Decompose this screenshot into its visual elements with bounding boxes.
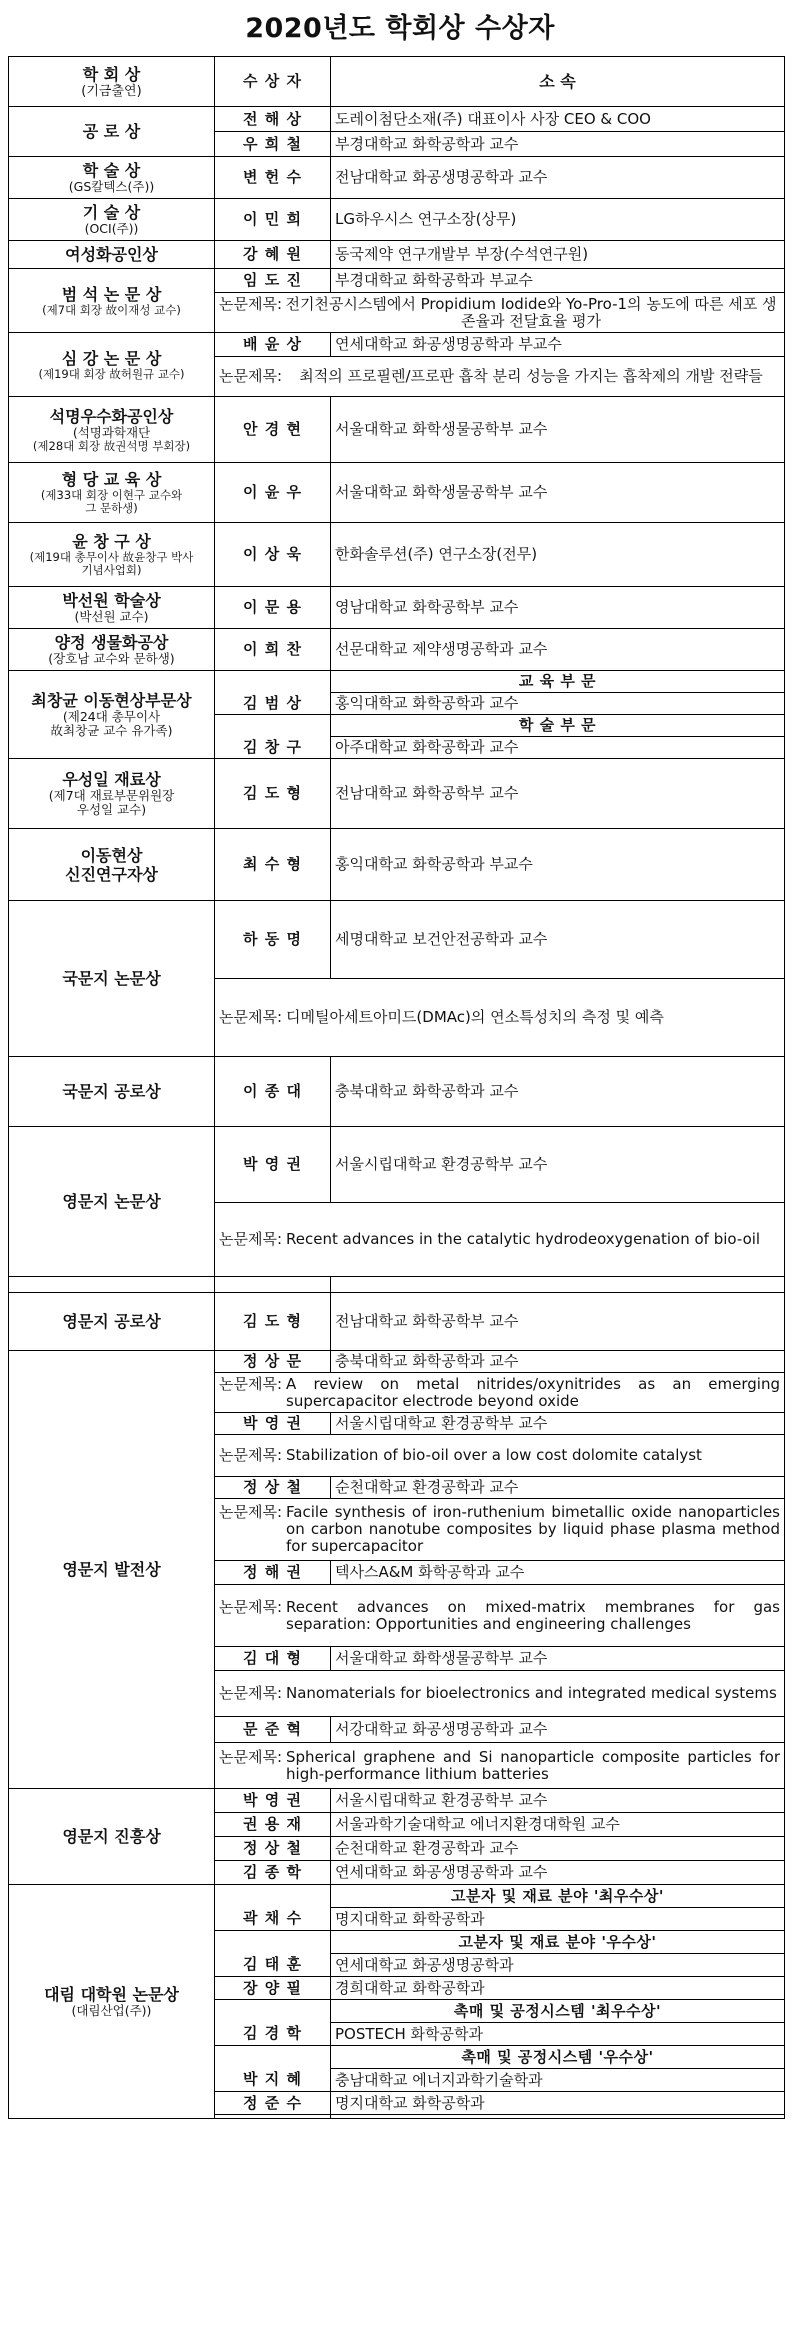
recipient-name: 김 도 형 [215,1293,331,1351]
recipient-affiliation: 충북대학교 화학공학과 교수 [331,1351,785,1373]
award-sponsor: (장호남 교수와 문하생) [48,651,175,666]
award-cell-yeoseong [9,241,215,269]
award-sponsor: (대림산업(주)) [71,2003,152,2018]
recipient-affiliation: 명지대학교 화학공학과 [331,1908,785,1931]
award-name-line2: 신진연구자상 [65,864,158,884]
recipient-affiliation: 전남대학교 화공생명공학과 교수 [331,157,785,199]
award-name: 기 술 상 [82,203,141,222]
table-row [9,1885,785,1908]
award-sponsor-detail: (제28대 회장 故권석명 부회장) [32,438,191,453]
recipient-affiliation: 서울과학기술대학교 에너지환경대학원 교수 [331,1813,785,1837]
recipient-name: 권 용 재 [215,1813,331,1837]
recipient-affiliation: 선문대학교 제약생명공학과 교수 [331,629,785,671]
recipient-name: 하 동 명 [215,901,331,979]
paper-title: Recent advances on mixed-matrix membranes for gas separation: Opportunities and engineering challenges [286,1597,780,1633]
recipient-name: 문 준 혁 [215,1717,331,1743]
recipient-name: 김 대 형 [215,1647,331,1671]
paper-label: 논문제목: [219,294,283,313]
recipient-affiliation: 동국제약 연구개발부 부장(수석연구원) [331,241,785,269]
recipient-name: 이 윤 우 [215,463,331,523]
award-name: 여성화공인상 [65,245,158,264]
recipient-affiliation: 한화솔루션(주) 연구소장(전무) [331,523,785,587]
header-recipient: 수 상 자 [215,57,331,107]
header-affiliation: 소 속 [331,57,785,107]
paper-label: 논문제목: [219,367,283,385]
award-sponsor: (제19대 회장 故허원규 교수) [38,366,185,381]
award-name: 범 석 논 문 상 [61,284,162,304]
recipient-affiliation: 순천대학교 환경공학과 교수 [331,1477,785,1499]
table-row [9,397,785,463]
award-sponsor: (제24대 총무이사 [62,709,161,724]
header-award-sub: (기금출연) [81,83,142,99]
award-name: 윤 창 구 상 [72,532,151,551]
recipient-name: 장 양 필 [215,1977,331,2000]
table-header-row [9,57,785,107]
recipient-affiliation: 서울시립대학교 환경공학부 교수 [331,1789,785,1813]
paper-title-cell [215,1373,785,1413]
recipient-affiliation: POSTECH 화학공학과 [331,2023,785,2046]
section-heading: 고분자 및 재료 분야 '최우수상' [331,1885,785,1908]
paper-label: 논문제목: [219,1446,283,1464]
award-cell-daelim [9,1885,215,2119]
recipient-affiliation: 충남대학교 에너지과학기술학과 [331,2069,785,2092]
section-heading: 촉매 및 공정시스템 '최우수상' [331,2000,785,2023]
paper-title: Stabilization of bio-oil over a low cost dolomite catalyst [286,1446,702,1464]
recipient-name: 김 도 형 [215,759,331,829]
award-cell-beomseok [9,269,215,333]
recipient-name: 이 종 대 [215,1057,331,1127]
paper-title-cell [215,1435,785,1477]
recipient-affiliation: 전남대학교 화학공학부 교수 [331,759,785,829]
recipient-affiliation: 영남대학교 화학공학부 교수 [331,587,785,629]
paper-title-cell [215,1499,785,1561]
recipient-name: 박 영 권 [215,1413,331,1435]
award-cell-eng-paper [9,1127,215,1277]
paper-title-cell [215,357,785,397]
recipient-name: 김 범 상 [215,693,331,715]
recipient-name: 박 영 권 [215,1127,331,1203]
award-sponsor-detail: 그 문하생) [85,501,138,515]
paper-title: A review on metal nitrides/oxynitrides as an emerging supercapacitor electrode beyond oxide [286,1374,780,1410]
table-row [9,107,785,132]
recipient-name: 김 경 학 [215,2023,331,2046]
recipient-affiliation: 홍익대학교 화학공학과 부교수 [331,829,785,901]
award-sponsor-detail: 우성일 교수) [76,802,147,817]
paper-title: 디메틸아세트아미드(DMAc)의 연소특성치의 측정 및 예측 [286,1008,664,1026]
recipient-affiliation: 경희대학교 화학공학과 [331,1977,785,2000]
award-sponsor-detail: 기념사업회) [81,563,142,577]
recipient-affiliation: 서울시립대학교 환경공학부 교수 [331,1413,785,1435]
paper-title-cell [215,293,785,333]
recipient-name: 안 경 현 [215,397,331,463]
recipient-affiliation: 명지대학교 화학공학과 [331,2092,785,2115]
table-row [9,157,785,199]
recipient-name: 김 태 훈 [215,1954,331,1977]
award-cell-eng-merit [9,1293,215,1351]
award-name: 영문지 발전상 [62,1560,161,1579]
award-cell-yangjeong [9,629,215,671]
award-cell-idonghyeonsang [9,829,215,901]
paper-label: 논문제목: [219,1597,283,1616]
paper-title-cell [215,1743,785,1789]
table-row [9,269,785,293]
paper-label: 논문제목: [219,1374,283,1393]
recipient-affiliation: 서울대학교 화학생물공학부 교수 [331,463,785,523]
header-award-cell [9,57,215,107]
award-cell-wooseongil [9,759,215,829]
recipient-name: 박 지 혜 [215,2069,331,2092]
page-title: 2020년도 학회상 수상자 [245,13,555,44]
award-name: 우성일 재료상 [62,770,161,789]
recipient-name: 배 윤 상 [215,333,331,357]
award-cell-gisul [9,199,215,241]
award-cell-kor-paper [9,901,215,1057]
recipient-name: 전 해 상 [215,107,331,132]
recipient-name: 강 혜 원 [215,241,331,269]
table-row [9,901,785,979]
recipient-name: 정 상 철 [215,1837,331,1861]
award-sponsor: (OCI(주)) [84,221,139,236]
recipient-affiliation: 홍익대학교 화학공학과 교수 [331,693,785,715]
recipient-name: 이 민 희 [215,199,331,241]
paper-title: Nanomaterials for bioelectronics and integrated medical systems [286,1684,777,1702]
recipient-name: 변 헌 수 [215,157,331,199]
award-sponsor-detail: 故최창균 교수 유가족) [50,723,173,738]
table-row [9,629,785,671]
recipient-name: 우 희 철 [215,132,331,157]
recipient-affiliation: 서강대학교 화공생명공학과 교수 [331,1717,785,1743]
recipient-name: 김 창 구 [215,737,331,759]
award-name: 양정 생물화공상 [54,633,169,652]
table-row [9,671,785,693]
recipient-name: 박 영 권 [215,1789,331,1813]
paper-title-cell [215,1671,785,1717]
header-award-name: 학 회 상 [82,64,141,84]
award-name: 심 강 논 문 상 [61,348,162,368]
paper-label: 논문제목: [219,1747,283,1766]
paper-label: 논문제목: [219,1008,283,1026]
recipient-affiliation: 충북대학교 화학공학과 교수 [331,1057,785,1127]
recipient-name: 이 희 찬 [215,629,331,671]
award-cell-parkseonwon [9,587,215,629]
recipient-name: 최 수 형 [215,829,331,901]
paper-title: Facile synthesis of iron-ruthenium bimetallic oxide nanoparticles on carbon nanotube composites by liquid phase plasma method for supercapacitor [286,1503,780,1555]
award-sponsor: (석명과학재단 [72,424,151,440]
table-row [9,1293,785,1351]
recipient-affiliation: 아주대학교 화학공학과 교수 [331,737,785,759]
recipient-name: 이 문 용 [215,587,331,629]
award-sponsor: (박선원 교수) [74,609,149,624]
awards-table [8,56,785,2119]
award-name: 형 당 교 육 상 [61,470,162,489]
award-cell-simgang [9,333,215,397]
award-cell-seokmyeong [9,397,215,463]
table-row [9,1057,785,1127]
award-cell-kor-merit [9,1057,215,1127]
award-cell-haksul [9,157,215,199]
paper-label: 논문제목: [219,1230,283,1248]
award-name: 영문지 공로상 [62,1312,161,1331]
recipient-name: 김 종 학 [215,1861,331,1885]
recipient-name: 정 해 권 [215,1561,331,1585]
table-row [9,1789,785,1813]
recipient-affiliation: 텍사스A&M 화학공학과 교수 [331,1561,785,1585]
award-cell-hyeongdang [9,463,215,523]
section-heading: 고분자 및 재료 분야 '우수상' [331,1931,785,1954]
award-name: 대림 대학원 논문상 [44,1985,179,2004]
recipient-affiliation: 전남대학교 화학공학부 교수 [331,1293,785,1351]
recipient-affiliation: 서울대학교 화학생물공학부 교수 [331,397,785,463]
recipient-name: 곽 채 수 [215,1908,331,1931]
recipient-name: 정 상 문 [215,1351,331,1373]
table-row [9,333,785,357]
table-row [9,463,785,523]
award-sponsor: (제33대 회장 이현구 교수와 [40,488,183,502]
award-name: 국문지 공로상 [62,1082,161,1101]
table-row [9,523,785,587]
table-row [9,1127,785,1203]
award-name: 이동현상 [80,845,143,865]
recipient-affiliation: 도레이첨단소재(주) 대표이사 사장 CEO & COO [331,107,785,132]
table-row [9,829,785,901]
paper-title: 최적의 프로필렌/프로판 흡착 분리 성능을 가지는 흡착제의 개발 전략들 [299,367,763,385]
award-name: 최창균 이동현상부문상 [31,691,192,710]
section-heading: 학 술 부 문 [331,715,785,737]
award-name: 학 술 상 [82,161,141,180]
award-cell-choichanggyun [9,671,215,759]
recipient-affiliation: 부경대학교 화학공학과 부교수 [331,269,785,293]
recipient-name: 정 상 철 [215,1477,331,1499]
paper-title-cell [215,1585,785,1647]
recipient-affiliation: 부경대학교 화학공학과 교수 [331,132,785,157]
table-row [9,1351,785,1373]
paper-title-cell [215,979,785,1057]
award-name: 공 로 상 [82,122,141,141]
paper-title: 전기천공시스템에서 Propidium Iodide와 Yo-Pro-1의 농도에 따른 세포 생존율과 전달효율 평가 [285,294,777,330]
paper-title: Recent advances in the catalytic hydrodeoxygenation of bio-oil [286,1230,761,1248]
award-cell-gongro [9,107,215,157]
award-cell-yunchang [9,523,215,587]
award-sponsor: (GS칼텍스(주)) [68,179,155,194]
award-name: 영문지 진흥상 [62,1827,161,1846]
award-cell-eng-dev [9,1351,215,1789]
paper-label: 논문제목: [219,1503,283,1521]
recipient-affiliation: 서울시립대학교 환경공학부 교수 [331,1127,785,1203]
award-sponsor: (제7대 재료부문위원장 [48,788,175,803]
award-cell-eng-promo [9,1789,215,1885]
table-row [9,241,785,269]
section-heading: 교 육 부 문 [331,671,785,693]
award-name: 박선원 학술상 [62,591,161,610]
recipient-name: 정 준 수 [215,2092,331,2115]
recipient-affiliation: 순천대학교 환경공학과 교수 [331,1837,785,1861]
recipient-affiliation: 연세대학교 화공생명공학과 부교수 [331,333,785,357]
recipient-affiliation: 세명대학교 보건안전공학과 교수 [331,901,785,979]
award-name: 석명우수화공인상 [49,406,174,426]
award-name: 국문지 논문상 [62,969,161,988]
table-row [9,759,785,829]
paper-label: 논문제목: [219,1684,283,1702]
award-sponsor: (제7대 회장 故이재성 교수) [42,302,181,317]
recipient-name: 임 도 진 [215,269,331,293]
recipient-affiliation: 연세대학교 화공생명공학과 교수 [331,1861,785,1885]
table-row [9,199,785,241]
award-sponsor: (제19대 총무이사 故윤창구 박사 [29,550,194,564]
recipient-name: 이 상 욱 [215,523,331,587]
recipient-affiliation: LG하우시스 연구소장(상무) [331,199,785,241]
paper-title-cell [215,1203,785,1277]
award-name: 영문지 논문상 [62,1192,161,1211]
table-row [9,587,785,629]
recipient-affiliation: 연세대학교 화공생명공학과 [331,1954,785,1977]
recipient-affiliation: 서울대학교 화학생물공학부 교수 [331,1647,785,1671]
section-heading: 촉매 및 공정시스템 '우수상' [331,2046,785,2069]
spacer-row [9,1277,785,1293]
paper-title: Spherical graphene and Si nanoparticle composite particles for high-performance lithium batteries [286,1747,780,1783]
